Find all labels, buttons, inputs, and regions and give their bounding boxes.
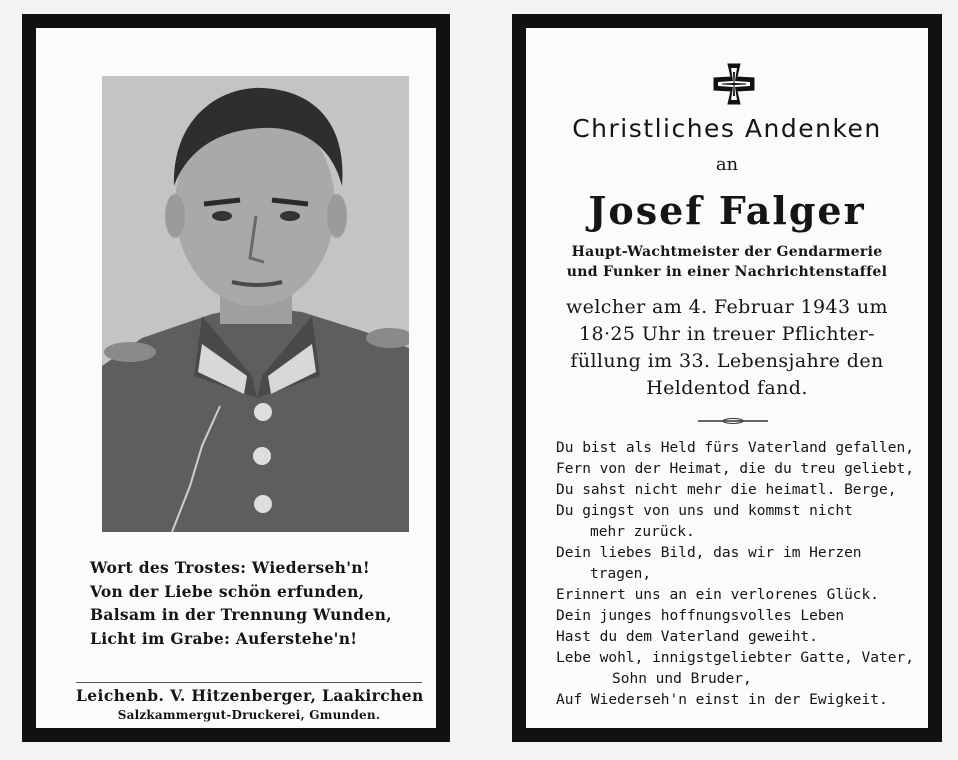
poem-line: tragen, — [590, 566, 652, 582]
rank-line: Haupt-Wachtmeister der Gendarmerie — [571, 244, 883, 260]
poem-line: Sohn und Bruder, — [612, 671, 752, 687]
card-heading: Christliches Andenken — [572, 114, 882, 143]
memorial-poem — [556, 438, 926, 711]
poem-line: Auf Wiederseh'n einst in der Ewigkeit. — [556, 692, 888, 708]
ornament-divider — [698, 418, 768, 424]
dedication-word: an — [715, 154, 739, 175]
soldier-portrait-photo — [102, 76, 409, 532]
poem-line: Dein liebes Bild, das wir im Herzen — [556, 545, 862, 561]
poem-line: Dein junges hoffnungsvolles Leben — [556, 608, 845, 624]
printer-credit: Leichenb. V. Hitzenberger, Laakirchen — [76, 686, 424, 705]
iron-cross-icon — [712, 62, 756, 106]
death-line: 18·25 Uhr in treuer Pflichter- — [579, 323, 875, 345]
right-memorial-card — [512, 14, 942, 742]
printer-location: Salzkammergut-Druckerei, Gmunden. — [117, 708, 381, 722]
poem-line: mehr zurück. — [590, 524, 695, 540]
death-line: Heldentod fand. — [646, 377, 808, 399]
poem-line: Erinnert uns an ein verlorenes Glück. — [556, 587, 880, 603]
unit-line: und Funker in einer Nachrichtenstaffel — [566, 264, 888, 280]
verse-line: Licht im Grabe: Auferstehe'n! — [90, 628, 358, 648]
left-memorial-card — [22, 14, 450, 742]
death-line: füllung im 33. Lebensjahre den — [570, 350, 884, 372]
poem-line: Du bist als Held fürs Vaterland gefallen, — [556, 440, 914, 456]
death-notice — [526, 294, 928, 402]
portrait-drawing — [102, 76, 409, 532]
divider — [76, 682, 422, 683]
poem-line: Fern von der Heimat, die du treu geliebt, — [556, 461, 914, 477]
poem-line: Hast du dem Vaterland geweiht. — [556, 629, 818, 645]
poem-line: Du gingst von uns und kommst nicht — [556, 503, 853, 519]
deceased-name: Josef Falger — [588, 188, 866, 233]
consolation-verse — [90, 556, 430, 650]
poem-line: Du sahst nicht mehr die heimatl. Berge, — [556, 482, 897, 498]
death-line: welcher am 4. Februar 1943 um — [566, 296, 888, 318]
verse-line: Wort des Trostes: Wiederseh'n! — [90, 558, 370, 577]
verse-line: Balsam in der Trennung Wunden, — [90, 605, 392, 624]
verse-line: Von der Liebe schön erfunden, — [90, 581, 365, 601]
poem-line: Lebe wohl, innigstgeliebter Gatte, Vater, — [556, 650, 914, 666]
